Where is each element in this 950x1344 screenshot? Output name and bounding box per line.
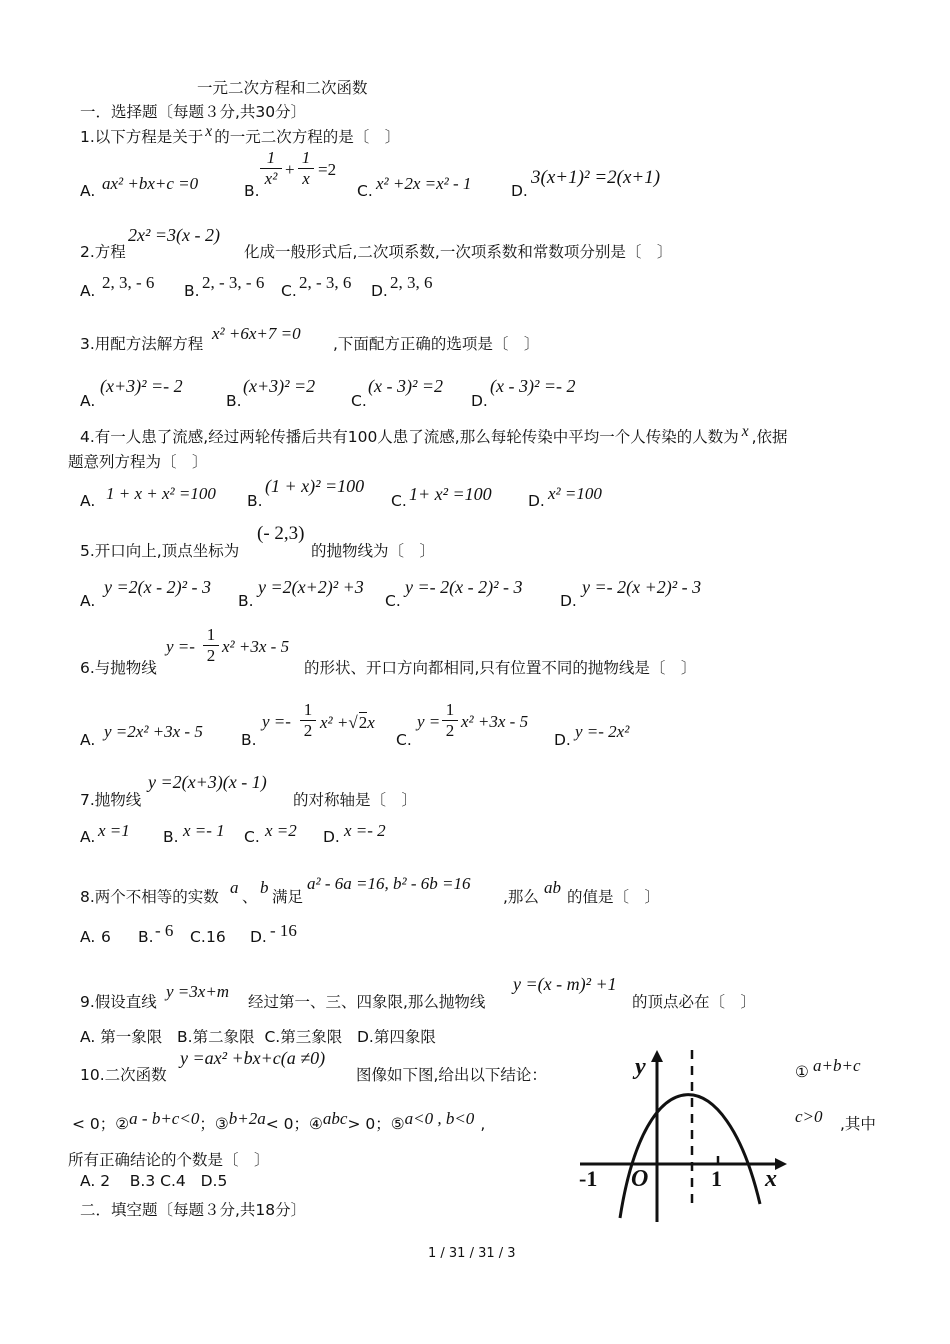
graph-x-label: x	[765, 1166, 777, 1192]
q1-option-d-label: D.	[511, 182, 528, 200]
q10-option-d-value: 5	[217, 1172, 228, 1190]
q6-option-c-right: x² +3x - 5	[461, 712, 529, 731]
q10-conclusion1: a+b+c	[813, 1056, 861, 1075]
q1-option-c-label: C.	[357, 182, 373, 200]
q8-stem-end: 的值是〔 〕	[567, 888, 661, 906]
q5-option-c-label: C.	[385, 592, 401, 610]
graph-y-label: y	[635, 1054, 646, 1080]
graph-tick-one-label: 1	[711, 1166, 722, 1191]
q7-stem-end: 的对称轴是〔 〕	[293, 791, 418, 809]
q2-option-a-label: A.	[80, 282, 96, 300]
q6-eq-left: y =-	[166, 637, 195, 656]
q10-stem-start: 10.二次函数	[80, 1066, 167, 1084]
q7-option-b-formula: x =- 1	[183, 821, 225, 840]
q7-option-a-formula: x =1	[98, 821, 130, 840]
q8-option-a-value: 6	[101, 928, 111, 946]
q5-option-d-formula: y =- 2(x +2)² - 3	[582, 577, 702, 597]
graph-parabola-curve	[620, 1095, 760, 1218]
q10-options	[80, 1172, 227, 1190]
q4-stem-line1: 4.有一人患了流感,经过两轮传播后共有100人患了流感,那么每轮传染中平均一个人传染的人数为 x ,依据	[80, 423, 788, 446]
q1-option-b-plus: +	[285, 160, 295, 179]
q2-option-b-label: B.	[184, 282, 200, 300]
q2-equation: 2x² =3(x - 2)	[128, 225, 221, 245]
q4-option-c-label: C.	[391, 492, 407, 510]
q9-stem-start: 9.假设直线	[80, 993, 157, 1011]
q10-stem-end: 图像如下图,给出以下结论：	[356, 1066, 547, 1084]
q6-option-d-label: D.	[554, 731, 571, 749]
q9-option-c-label: C.	[264, 1028, 281, 1046]
q2-stem-end: 化成一般形式后,二次项系数,一次项系数和常数项分别是〔 〕	[244, 243, 673, 261]
q4-option-a-label: A.	[80, 492, 96, 510]
q1-option-b-frac1: $\frac{1}{\text{x²}}$	[260, 148, 282, 189]
q9-option-a-value: 第一象限	[100, 1028, 163, 1046]
q9-parabola-eq: y =(x - m)² +1	[513, 974, 617, 994]
parabola-graph	[575, 1046, 790, 1226]
q9-options	[80, 1025, 436, 1047]
q4-option-c-formula: 1+ x² =100	[409, 484, 492, 504]
q9-option-b-value: 第二象限	[192, 1028, 255, 1046]
section-choice-heading: 一．选择题〔每题３分,共30分〕	[80, 103, 307, 121]
q5-stem-start: 5.开口向上,顶点坐标为	[80, 542, 240, 560]
q8-var-b: b	[260, 878, 269, 897]
q3-option-b-formula: (x+3)² =2	[243, 376, 316, 396]
q8-option-d-value: - 16	[270, 921, 297, 940]
q2-option-d-label: D.	[371, 282, 388, 300]
q1-option-a-formula: ax² +bx+c =0	[102, 174, 199, 193]
q6-option-b-left: y =-	[262, 712, 291, 731]
q8-option-a-label: A.	[80, 928, 96, 946]
q7-equation: y =2(x+3)(x - 1)	[148, 772, 267, 792]
q7-option-d-formula: x =- 2	[344, 821, 386, 840]
q9-stem-end: 的顶点必在〔 〕	[632, 993, 757, 1011]
q9-option-d-label: D.	[356, 1028, 374, 1046]
page-footer: 1 / 31 / 31 / 3	[428, 1246, 516, 1261]
q10-tail: ,其中	[840, 1115, 876, 1133]
q5-option-a-formula: y =2(x - 2)² - 3	[104, 577, 211, 597]
q9-option-c-value: 第三象限	[280, 1028, 343, 1046]
q3-stem-end: ,下面配方正确的选项是〔 〕	[333, 335, 540, 353]
q1-option-c-formula: x² +2x =x² - 1	[376, 174, 472, 193]
q3-option-d-label: D.	[471, 392, 488, 410]
q1-option-b-rest: =2	[318, 160, 337, 179]
q6-eq-frac: $\frac{1}{2}$	[203, 625, 219, 666]
q2-option-a-value: 2, 3, - 6	[102, 273, 155, 292]
q6-option-c-label: C.	[396, 731, 412, 749]
q5-option-d-label: D.	[560, 592, 577, 610]
q6-option-a-formula: y =2x² +3x - 5	[104, 722, 203, 741]
q5-option-b-formula: y =2(x+2)² +3	[258, 577, 364, 597]
q9-stem-mid: 经过第一、三、四象限,那么抛物线	[248, 993, 486, 1011]
q9-line-eq: y =3x+m	[166, 982, 230, 1001]
q1-option-a-label: A.	[80, 182, 96, 200]
q6-eq-right: x² +3x - 5	[222, 637, 290, 656]
q7-option-c-formula: x =2	[265, 821, 297, 840]
q1-option-b-frac2: $\frac{1}{x}$	[298, 148, 314, 189]
q4-option-d-label: D.	[528, 492, 545, 510]
graph-tick-neg-one-label: -1	[579, 1166, 598, 1191]
q1-stem: 1.以下方程是关于 x 的一元二次方程的是〔 〕	[80, 123, 401, 146]
q10-conclusion6: c>0	[795, 1107, 823, 1126]
q9-option-b-label: B.	[177, 1028, 193, 1046]
q1-option-b-label: B.	[244, 182, 260, 200]
q6-stem-start: 6.与抛物线	[80, 659, 157, 677]
q7-option-a-label: A.	[80, 828, 96, 846]
q10-stem-line3: 所有正确结论的个数是〔 〕	[68, 1151, 270, 1169]
q6-stem-end: 的形状、开口方向都相同,只有位置不同的抛物线是〔 〕	[304, 659, 697, 677]
q8-option-c-value: 16	[206, 928, 226, 946]
q8-option-b-label: B.	[138, 928, 154, 946]
q10-option-b-label: B.	[129, 1172, 146, 1190]
q4-stem-line2: 题意列方程为〔 〕	[68, 453, 208, 471]
q4-option-a-formula: 1 + x + x² =100	[106, 484, 216, 503]
q7-option-d-label: D.	[323, 828, 340, 846]
q4-option-d-formula: x² =100	[548, 484, 602, 503]
graph-y-arrow	[651, 1050, 663, 1062]
q2-stem-start: 2.方程	[80, 243, 126, 261]
q3-option-a-formula: (x+3)² =- 2	[100, 376, 183, 396]
q3-option-c-formula: (x - 3)² =2	[368, 376, 444, 396]
q9-option-a-label: A.	[80, 1028, 96, 1046]
q8-stem-then: ,那么	[503, 888, 539, 906]
q10-option-c-value: 4	[175, 1172, 186, 1190]
q3-equation: x² +6x+7 =0	[212, 324, 301, 343]
q3-stem-start: 3.用配方法解方程	[80, 335, 204, 353]
q7-option-b-label: B.	[163, 828, 179, 846]
q10-option-b-value: 3	[145, 1172, 156, 1190]
q7-stem-start: 7.抛物线	[80, 791, 142, 809]
q7-option-c-label: C.	[244, 828, 260, 846]
q10-equation: y =ax² +bx+c(a ≠0)	[180, 1048, 326, 1068]
q5-option-b-label: B.	[238, 592, 254, 610]
q3-option-b-label: B.	[226, 392, 242, 410]
q4-option-b-label: B.	[247, 492, 263, 510]
q10-option-d-label: D.	[200, 1172, 218, 1190]
q10-option-a-label: A.	[80, 1172, 96, 1190]
q5-option-a-label: A.	[80, 592, 96, 610]
q9-option-d-value: 第四象限	[373, 1028, 436, 1046]
q6-option-a-label: A.	[80, 731, 96, 749]
graph-origin-label: O	[631, 1166, 649, 1192]
q4-option-b-formula: (1 + x)² =100	[265, 476, 365, 496]
q6-option-c-left: y =	[417, 712, 441, 731]
q2-option-c-value: 2, - 3, 6	[299, 273, 352, 292]
q10-conclusion1-mark: ①	[795, 1063, 809, 1081]
q10-conclusion-line2: < 0；②a - b+c<0；③b+2a< 0；④abc> 0；⑤a<0 , b<0 ,	[72, 1109, 486, 1133]
q3-option-a-label: A.	[80, 392, 96, 410]
q8-ab: ab	[544, 878, 561, 897]
q6-option-b-label: B.	[241, 731, 257, 749]
q5-stem-end: 的抛物线为〔 〕	[311, 542, 436, 560]
q6-option-c-frac: $\frac{1}{2}$	[442, 700, 458, 741]
q1-option-d-formula: 3(x+1)² =2(x+1)	[531, 167, 661, 188]
q8-var-a: a	[230, 878, 239, 897]
q8-separator: 、	[242, 888, 258, 906]
q2-option-b-value: 2, - 3, - 6	[202, 273, 265, 292]
q8-stem-mid: 满足	[272, 888, 304, 906]
q5-option-c-formula: y =- 2(x - 2)² - 3	[405, 577, 523, 597]
q3-option-d-formula: (x - 3)² =- 2	[490, 376, 576, 396]
q3-option-c-label: C.	[351, 392, 367, 410]
q8-option-b-value: - 6	[155, 921, 174, 940]
q8-equations: a² - 6a =16, b² - 6b =16	[307, 874, 471, 893]
section-fill-heading: 二．填空题〔每题３分,共18分〕	[80, 1201, 307, 1219]
page-title: 一元二次方程和二次函数	[197, 79, 368, 97]
q5-vertex: (- 2,3)	[257, 523, 305, 544]
q2-option-c-label: C.	[281, 282, 297, 300]
q10-option-c-label: C.	[160, 1172, 176, 1190]
q8-option-c-label: C.	[190, 928, 206, 946]
q2-option-d-value: 2, 3, 6	[390, 273, 433, 292]
q10-option-a-value: 2	[100, 1172, 111, 1190]
q6-option-b-right: x² +√2x	[320, 713, 375, 732]
q6-option-b-frac: $\frac{1}{2}$	[300, 700, 316, 741]
q8-option-d-label: D.	[250, 928, 267, 946]
q8-stem-start: 8.两个不相等的实数	[80, 888, 219, 906]
q6-option-d-formula: y =- 2x²	[575, 722, 630, 741]
